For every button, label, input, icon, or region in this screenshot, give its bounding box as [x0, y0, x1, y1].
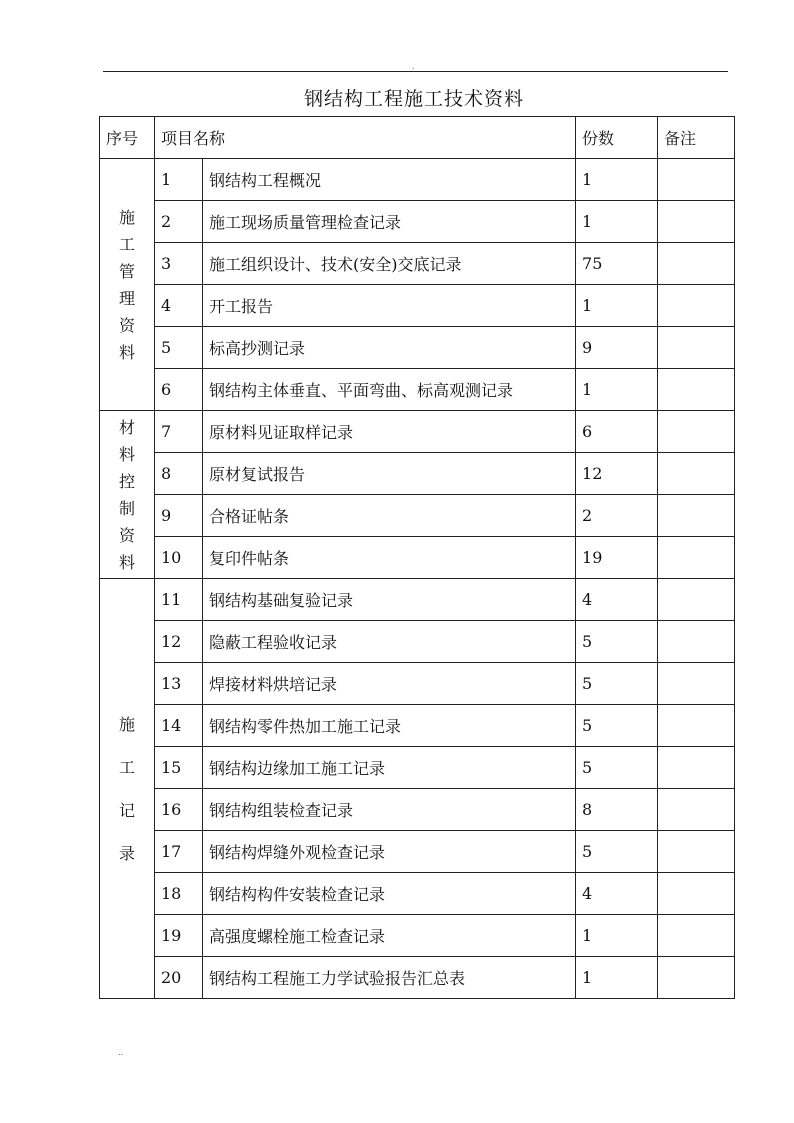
group-label-char: 资 [118, 315, 135, 335]
table-header-row [100, 117, 735, 159]
group-label-char: 料 [118, 552, 135, 572]
item-number: 8 [155, 453, 203, 495]
item-name: 复印件帖条 [203, 537, 576, 579]
header-name: 项目名称 [155, 117, 576, 159]
group-label-char: 控 [118, 471, 135, 491]
item-number: 13 [155, 663, 203, 705]
item-copies: 5 [576, 663, 658, 705]
item-remark [658, 369, 735, 411]
item-remark [658, 831, 735, 873]
group-label-char: 材 [118, 417, 135, 437]
item-remark [658, 873, 735, 915]
group-label-char: 资 [118, 525, 135, 545]
item-number: 20 [155, 957, 203, 999]
item-number: 7 [155, 411, 203, 453]
item-number: 4 [155, 285, 203, 327]
item-remark [658, 243, 735, 285]
group-label-char: 工 [118, 757, 135, 777]
document-title: 钢结构工程施工技术资料 [303, 88, 524, 110]
item-number: 10 [155, 537, 203, 579]
group-label-char: 工 [118, 234, 135, 254]
page-mark-top: . [412, 62, 415, 71]
item-copies: 1 [576, 915, 658, 957]
item-number: 11 [155, 579, 203, 621]
item-remark [658, 957, 735, 999]
item-copies: 8 [576, 789, 658, 831]
group-label-char: 理 [118, 288, 135, 308]
item-remark [658, 915, 735, 957]
item-remark [658, 747, 735, 789]
technical-data-table [99, 116, 735, 999]
item-remark [658, 285, 735, 327]
item-copies: 5 [576, 831, 658, 873]
table-row [100, 957, 735, 999]
item-number: 12 [155, 621, 203, 663]
item-name: 钢结构零件热加工施工记录 [203, 705, 576, 747]
item-number: 18 [155, 873, 203, 915]
item-copies: 4 [576, 873, 658, 915]
group-label-char: 管 [118, 261, 135, 281]
item-name: 合格证帖条 [203, 495, 576, 537]
item-number: 1 [155, 159, 203, 201]
table-row [100, 453, 735, 495]
item-remark [658, 537, 735, 579]
table-row [100, 747, 735, 789]
item-remark [658, 411, 735, 453]
item-copies: 12 [576, 453, 658, 495]
item-name: 钢结构构件安装检查记录 [203, 873, 576, 915]
item-copies: 19 [576, 537, 658, 579]
group-label [100, 159, 155, 411]
item-remark [658, 159, 735, 201]
page-mark-footer: .. [118, 1048, 124, 1057]
table-row [100, 915, 735, 957]
table-row [100, 831, 735, 873]
item-copies: 9 [576, 327, 658, 369]
table-row [100, 789, 735, 831]
table-row [100, 159, 735, 201]
item-number: 5 [155, 327, 203, 369]
item-copies: 1 [576, 201, 658, 243]
item-copies: 1 [576, 957, 658, 999]
table-row [100, 705, 735, 747]
item-number: 16 [155, 789, 203, 831]
item-number: 15 [155, 747, 203, 789]
item-name: 原材复试报告 [203, 453, 576, 495]
table-row [100, 411, 735, 453]
item-name: 隐蔽工程验收记录 [203, 621, 576, 663]
item-name: 标高抄测记录 [203, 327, 576, 369]
item-copies: 5 [576, 621, 658, 663]
item-number: 6 [155, 369, 203, 411]
item-copies: 1 [576, 285, 658, 327]
item-name: 原材料见证取样记录 [203, 411, 576, 453]
item-name: 施工现场质量管理检查记录 [203, 201, 576, 243]
item-remark [658, 453, 735, 495]
item-copies: 1 [576, 159, 658, 201]
table-row [100, 285, 735, 327]
item-remark [658, 201, 735, 243]
item-copies: 4 [576, 579, 658, 621]
item-number: 17 [155, 831, 203, 873]
group-label [100, 411, 155, 579]
group-label-char: 录 [118, 843, 135, 863]
item-remark [658, 663, 735, 705]
table-row [100, 663, 735, 705]
item-remark [658, 579, 735, 621]
table-row [100, 873, 735, 915]
group-label-char: 制 [118, 498, 135, 518]
item-name: 高强度螺栓施工检查记录 [203, 915, 576, 957]
item-name: 钢结构基础复验记录 [203, 579, 576, 621]
item-name: 开工报告 [203, 285, 576, 327]
item-name: 钢结构焊缝外观检查记录 [203, 831, 576, 873]
group-label-char: 料 [118, 342, 135, 362]
header-rule [103, 71, 728, 72]
table-row [100, 369, 735, 411]
table-row [100, 243, 735, 285]
header-seq: 序号 [100, 117, 155, 159]
table-row [100, 537, 735, 579]
table-row [100, 579, 735, 621]
table-row [100, 495, 735, 537]
header-remarks: 备注 [658, 117, 735, 159]
group-label [100, 579, 155, 999]
item-remark [658, 705, 735, 747]
item-name: 施工组织设计、技术(安全)交底记录 [203, 243, 576, 285]
item-number: 9 [155, 495, 203, 537]
item-copies: 2 [576, 495, 658, 537]
item-number: 3 [155, 243, 203, 285]
item-number: 14 [155, 705, 203, 747]
table-row [100, 327, 735, 369]
item-name: 钢结构工程概况 [203, 159, 576, 201]
group-label-char: 记 [118, 800, 135, 820]
header-copies: 份数 [576, 117, 658, 159]
item-name: 钢结构边缘加工施工记录 [203, 747, 576, 789]
item-name: 钢结构组装检查记录 [203, 789, 576, 831]
group-label-char: 施 [118, 714, 135, 734]
table-row [100, 201, 735, 243]
item-number: 19 [155, 915, 203, 957]
item-name: 焊接材料烘培记录 [203, 663, 576, 705]
item-copies: 5 [576, 747, 658, 789]
item-name: 钢结构主体垂直、平面弯曲、标高观测记录 [203, 369, 576, 411]
item-remark [658, 327, 735, 369]
item-remark [658, 789, 735, 831]
item-copies: 75 [576, 243, 658, 285]
item-remark [658, 621, 735, 663]
table-row [100, 621, 735, 663]
item-remark [658, 495, 735, 537]
group-label-char: 料 [118, 444, 135, 464]
item-copies: 1 [576, 369, 658, 411]
group-label-char: 施 [118, 207, 135, 227]
item-copies: 6 [576, 411, 658, 453]
item-name: 钢结构工程施工力学试验报告汇总表 [203, 957, 576, 999]
item-number: 2 [155, 201, 203, 243]
item-copies: 5 [576, 705, 658, 747]
